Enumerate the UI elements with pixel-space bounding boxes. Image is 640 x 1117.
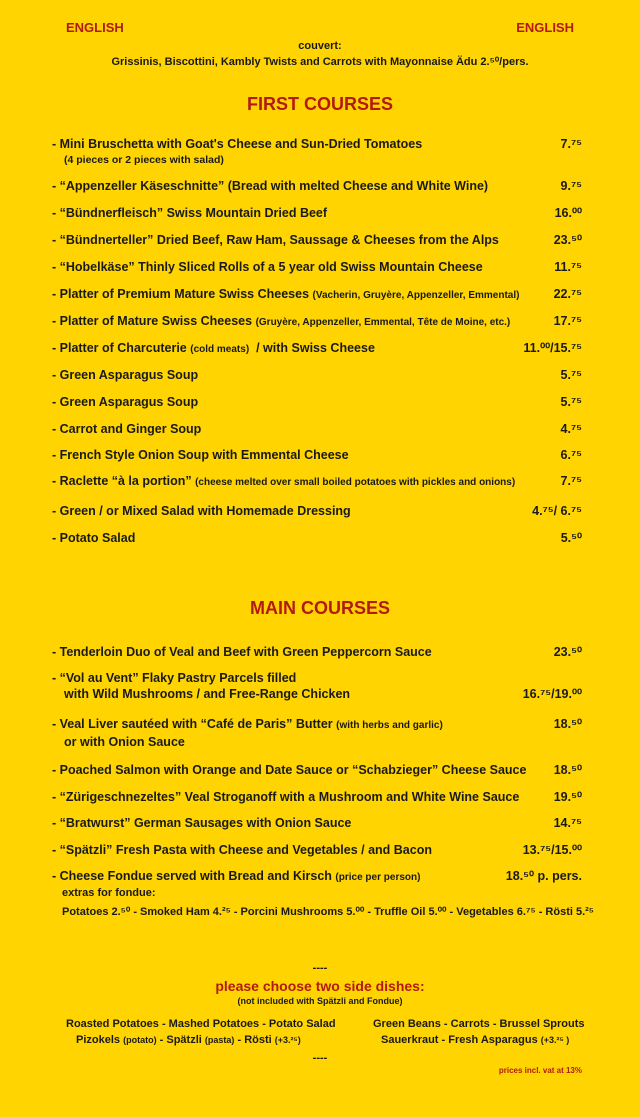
menu-item bbox=[52, 340, 582, 358]
menu-item bbox=[52, 286, 582, 304]
menu-item-price: 4.⁷⁵/ 6.⁷⁵ bbox=[532, 504, 582, 518]
menu-item-name: - Tenderloin Duo of Veal and Beef with Green Peppercorn Sauce bbox=[52, 645, 432, 659]
menu-item bbox=[52, 716, 582, 750]
vat-note: prices incl. vat at 13% bbox=[498, 1066, 582, 1075]
menu-item-name: - “Vol au Vent” Flaky Pastry Parcels filled bbox=[52, 671, 297, 685]
menu-item-name-line bbox=[52, 205, 582, 221]
menu-item-name: - Carrot and Ginger Soup bbox=[52, 422, 202, 436]
side-dishes-row2-left bbox=[76, 1034, 301, 1046]
menu-item bbox=[52, 815, 582, 831]
menu-item bbox=[52, 421, 582, 437]
fondue-extras-list: Potatoes 2.⁵⁰ - Smoked Ham 4.²⁵ - Porcini Mushrooms 5.⁰⁰ - Truffle Oil 5.⁰⁰ - Vegetables 6.⁷⁵ - Rösti 5.²⁵ bbox=[62, 906, 594, 918]
menu-item-price: 18.⁵⁰ bbox=[553, 717, 582, 731]
language-label-left[interactable]: ENGLISH bbox=[66, 20, 124, 35]
menu-item-note: (cold meats) bbox=[190, 344, 250, 355]
menu-item-name-line bbox=[52, 447, 582, 463]
menu-item-price: 5.⁷⁵ bbox=[560, 395, 582, 409]
side-dishes-note: (not included with Spätzli and Fondue) bbox=[237, 996, 403, 1006]
menu-item-price: 23.⁵⁰ bbox=[553, 645, 582, 659]
menu-item-subtext: (4 pieces or 2 pieces with salad) bbox=[64, 154, 224, 166]
menu-item-name: - “Appenzeller Käseschnitte” (Bread with melted Cheese and White Wine) bbox=[52, 179, 489, 193]
side-pizokels: Pizokels bbox=[76, 1034, 121, 1046]
divider-dots-bottom: ---- bbox=[312, 1052, 328, 1064]
menu-item-price: 7.⁷⁵ bbox=[560, 137, 582, 151]
language-label-right[interactable]: ENGLISH bbox=[516, 20, 574, 35]
menu-item-name: - “Bratwurst” German Sausages with Onion Sauce bbox=[52, 816, 352, 830]
menu-item-price: 4.⁷⁵ bbox=[560, 422, 582, 436]
side-dishes-row2-right bbox=[381, 1034, 569, 1046]
menu-item-price: 16.⁷⁵/19.⁰⁰ bbox=[522, 687, 582, 701]
couvert-title: couvert: bbox=[298, 40, 342, 52]
menu-item-price: 18.⁵⁰ bbox=[553, 763, 582, 777]
menu-item bbox=[52, 232, 582, 248]
menu-item bbox=[52, 842, 582, 858]
side-dishes-row1-left: Roasted Potatoes - Mashed Potatoes - Potato Salad bbox=[66, 1018, 336, 1030]
fondue-extras-title: extras for fondue: bbox=[62, 887, 156, 899]
menu-item-price: 6.⁷⁵ bbox=[560, 448, 582, 462]
menu-item-note: (Gruyère, Appenzeller, Emmental, Tête de Moine, etc.) bbox=[255, 317, 511, 328]
menu-item-name-line bbox=[52, 286, 582, 304]
menu-item-price: 22.⁷⁵ bbox=[553, 287, 582, 301]
menu-item-name-line bbox=[52, 868, 582, 886]
menu-item bbox=[52, 762, 582, 778]
menu-item-name: - Mini Bruschetta with Goat's Cheese and Sun-Dried Tomatoes bbox=[52, 137, 423, 151]
menu-item-name-line bbox=[52, 670, 582, 686]
menu-item-name: - French Style Onion Soup with Emmental Cheese bbox=[52, 448, 349, 462]
menu-item-name: - “Bündnerteller” Dried Beef, Raw Ham, Saussage & Cheeses from the Alps bbox=[52, 233, 499, 247]
menu-item-name-line bbox=[52, 530, 582, 546]
menu-item-name-line bbox=[52, 394, 582, 410]
menu-item-name: - Green Asparagus Soup bbox=[52, 368, 199, 382]
menu-item bbox=[52, 367, 582, 383]
menu-item-name-line bbox=[52, 340, 582, 358]
menu-item bbox=[52, 205, 582, 221]
menu-item-name: - Cheese Fondue served with Bread and Kirsch bbox=[52, 869, 332, 883]
menu-item-name: - Platter of Charcuterie bbox=[52, 341, 187, 355]
menu-item-price: 11.⁰⁰/15.⁷⁵ bbox=[523, 341, 582, 355]
menu-item-name-line bbox=[52, 232, 582, 248]
couvert-description: Grissinis, Biscottini, Kambly Twists and Carrots with Mayonnaise Ädu 2.⁵⁰/pers. bbox=[111, 56, 529, 68]
menu-item-name: - Potato Salad bbox=[52, 531, 136, 545]
menu-item bbox=[52, 136, 582, 168]
menu-item-name: - “Bündnerfleisch” Swiss Mountain Dried Beef bbox=[52, 206, 328, 220]
menu-item-name-line bbox=[52, 716, 582, 734]
menu-item-price: 5.⁷⁵ bbox=[560, 368, 582, 382]
side-spaetzli-note: (pasta) bbox=[204, 1035, 235, 1045]
menu-item-name: - Green / or Mixed Salad with Homemade Dressing bbox=[52, 504, 351, 518]
side-sauerkraut-asparagus: Sauerkraut - Fresh Asparagus bbox=[381, 1034, 538, 1046]
menu-item-name-line bbox=[52, 473, 582, 491]
menu-item-price: 17.⁷⁵ bbox=[553, 314, 582, 328]
menu-item-price: 13.⁷⁵/15.⁰⁰ bbox=[522, 843, 582, 857]
menu-item-second-line: or with Onion Sauce bbox=[64, 735, 185, 749]
first-courses-title: FIRST COURSES bbox=[246, 94, 393, 114]
menu-item bbox=[52, 394, 582, 410]
menu-item-name: - Veal Liver sautéed with “Café de Paris” Butter bbox=[52, 717, 333, 731]
menu-item-price: 14.⁷⁵ bbox=[553, 816, 582, 830]
menu-item-price: 18.⁵⁰ p. pers. bbox=[505, 869, 582, 883]
menu-item-second-line: with Wild Mushrooms / and Free-Range Chicken bbox=[64, 687, 351, 701]
menu-item-name: - “Spätzli” Fresh Pasta with Cheese and Vegetables / and Bacon bbox=[52, 843, 432, 857]
side-pizokels-note: (potato) bbox=[123, 1035, 157, 1045]
menu-item bbox=[52, 503, 582, 519]
side-dishes-title: please choose two side dishes: bbox=[215, 978, 425, 994]
menu-item bbox=[52, 530, 582, 546]
menu-item-name-line bbox=[52, 421, 582, 437]
menu-item bbox=[52, 313, 582, 331]
menu-item-price: 11.⁷⁵ bbox=[554, 260, 582, 274]
menu-item-name: - Poached Salmon with Orange and Date Sauce or “Schabzieger” Cheese Sauce bbox=[52, 763, 527, 777]
menu-item-name: - Platter of Premium Mature Swiss Cheeses bbox=[52, 287, 310, 301]
menu-item bbox=[52, 644, 582, 660]
menu-item-price: 19.⁵⁰ bbox=[553, 790, 582, 804]
side-roesti: - Rösti bbox=[237, 1034, 272, 1046]
menu-item-name-extra: / with Swiss Cheese bbox=[249, 341, 375, 355]
menu-item-price: 5.⁵⁰ bbox=[560, 531, 582, 545]
menu-item bbox=[52, 259, 582, 275]
menu-item-note: (Vacherin, Gruyère, Appenzeller, Emmental) bbox=[312, 290, 520, 301]
menu-item-name-line bbox=[52, 762, 582, 778]
menu-item-name-line bbox=[52, 136, 582, 152]
menu-item-name-line bbox=[52, 178, 582, 194]
menu-item-name-line bbox=[52, 842, 582, 858]
menu-item-name: - Green Asparagus Soup bbox=[52, 395, 199, 409]
menu-item-name: - “Zürigeschnezeltes” Veal Stroganoff with a Mushroom and White Wine Sauce bbox=[52, 790, 520, 804]
menu-item-name: - Platter of Mature Swiss Cheeses bbox=[52, 314, 253, 328]
main-courses-title: MAIN COURSES bbox=[249, 598, 390, 618]
side-spaetzli: - Spätzli bbox=[159, 1034, 202, 1046]
menu-item-name-line bbox=[52, 503, 582, 519]
menu-item-note: (cheese melted over small boiled potatoes with pickles and onions) bbox=[195, 477, 516, 488]
menu-item-name-line bbox=[52, 789, 582, 805]
menu-item-name-line bbox=[52, 313, 582, 331]
menu-item bbox=[52, 178, 582, 194]
side-dishes-row1-right: Green Beans - Carrots - Brussel Sprouts bbox=[373, 1018, 585, 1030]
menu-item-name-line bbox=[52, 259, 582, 275]
side-roesti-note: (+3.²⁵) bbox=[274, 1035, 301, 1045]
menu-item-name: - Raclette “à la portion” bbox=[52, 474, 192, 488]
menu-item-price: 16.⁰⁰ bbox=[554, 206, 582, 220]
menu-item-price: 9.⁷⁵ bbox=[560, 179, 582, 193]
menu-item-name-line bbox=[52, 815, 582, 831]
menu-item-name: - “Hobelkäse” Thinly Sliced Rolls of a 5 year old Swiss Mountain Cheese bbox=[52, 260, 483, 274]
menu-item bbox=[52, 789, 582, 805]
menu-item bbox=[52, 868, 582, 886]
menu-item bbox=[52, 473, 582, 491]
menu-item bbox=[52, 670, 582, 702]
menu-item-note: (price per person) bbox=[335, 872, 421, 883]
menu-item-price: 7.⁷⁵ bbox=[560, 474, 582, 488]
side-asparagus-note: (+3.²⁵ ) bbox=[540, 1035, 570, 1045]
divider-dots-top: ---- bbox=[312, 962, 328, 974]
menu-item bbox=[52, 447, 582, 463]
menu-item-price: 23.⁵⁰ bbox=[553, 233, 582, 247]
menu-item-name-line bbox=[52, 644, 582, 660]
menu-item-note: (with herbs and garlic) bbox=[336, 720, 443, 731]
menu-item-name-line bbox=[52, 367, 582, 383]
